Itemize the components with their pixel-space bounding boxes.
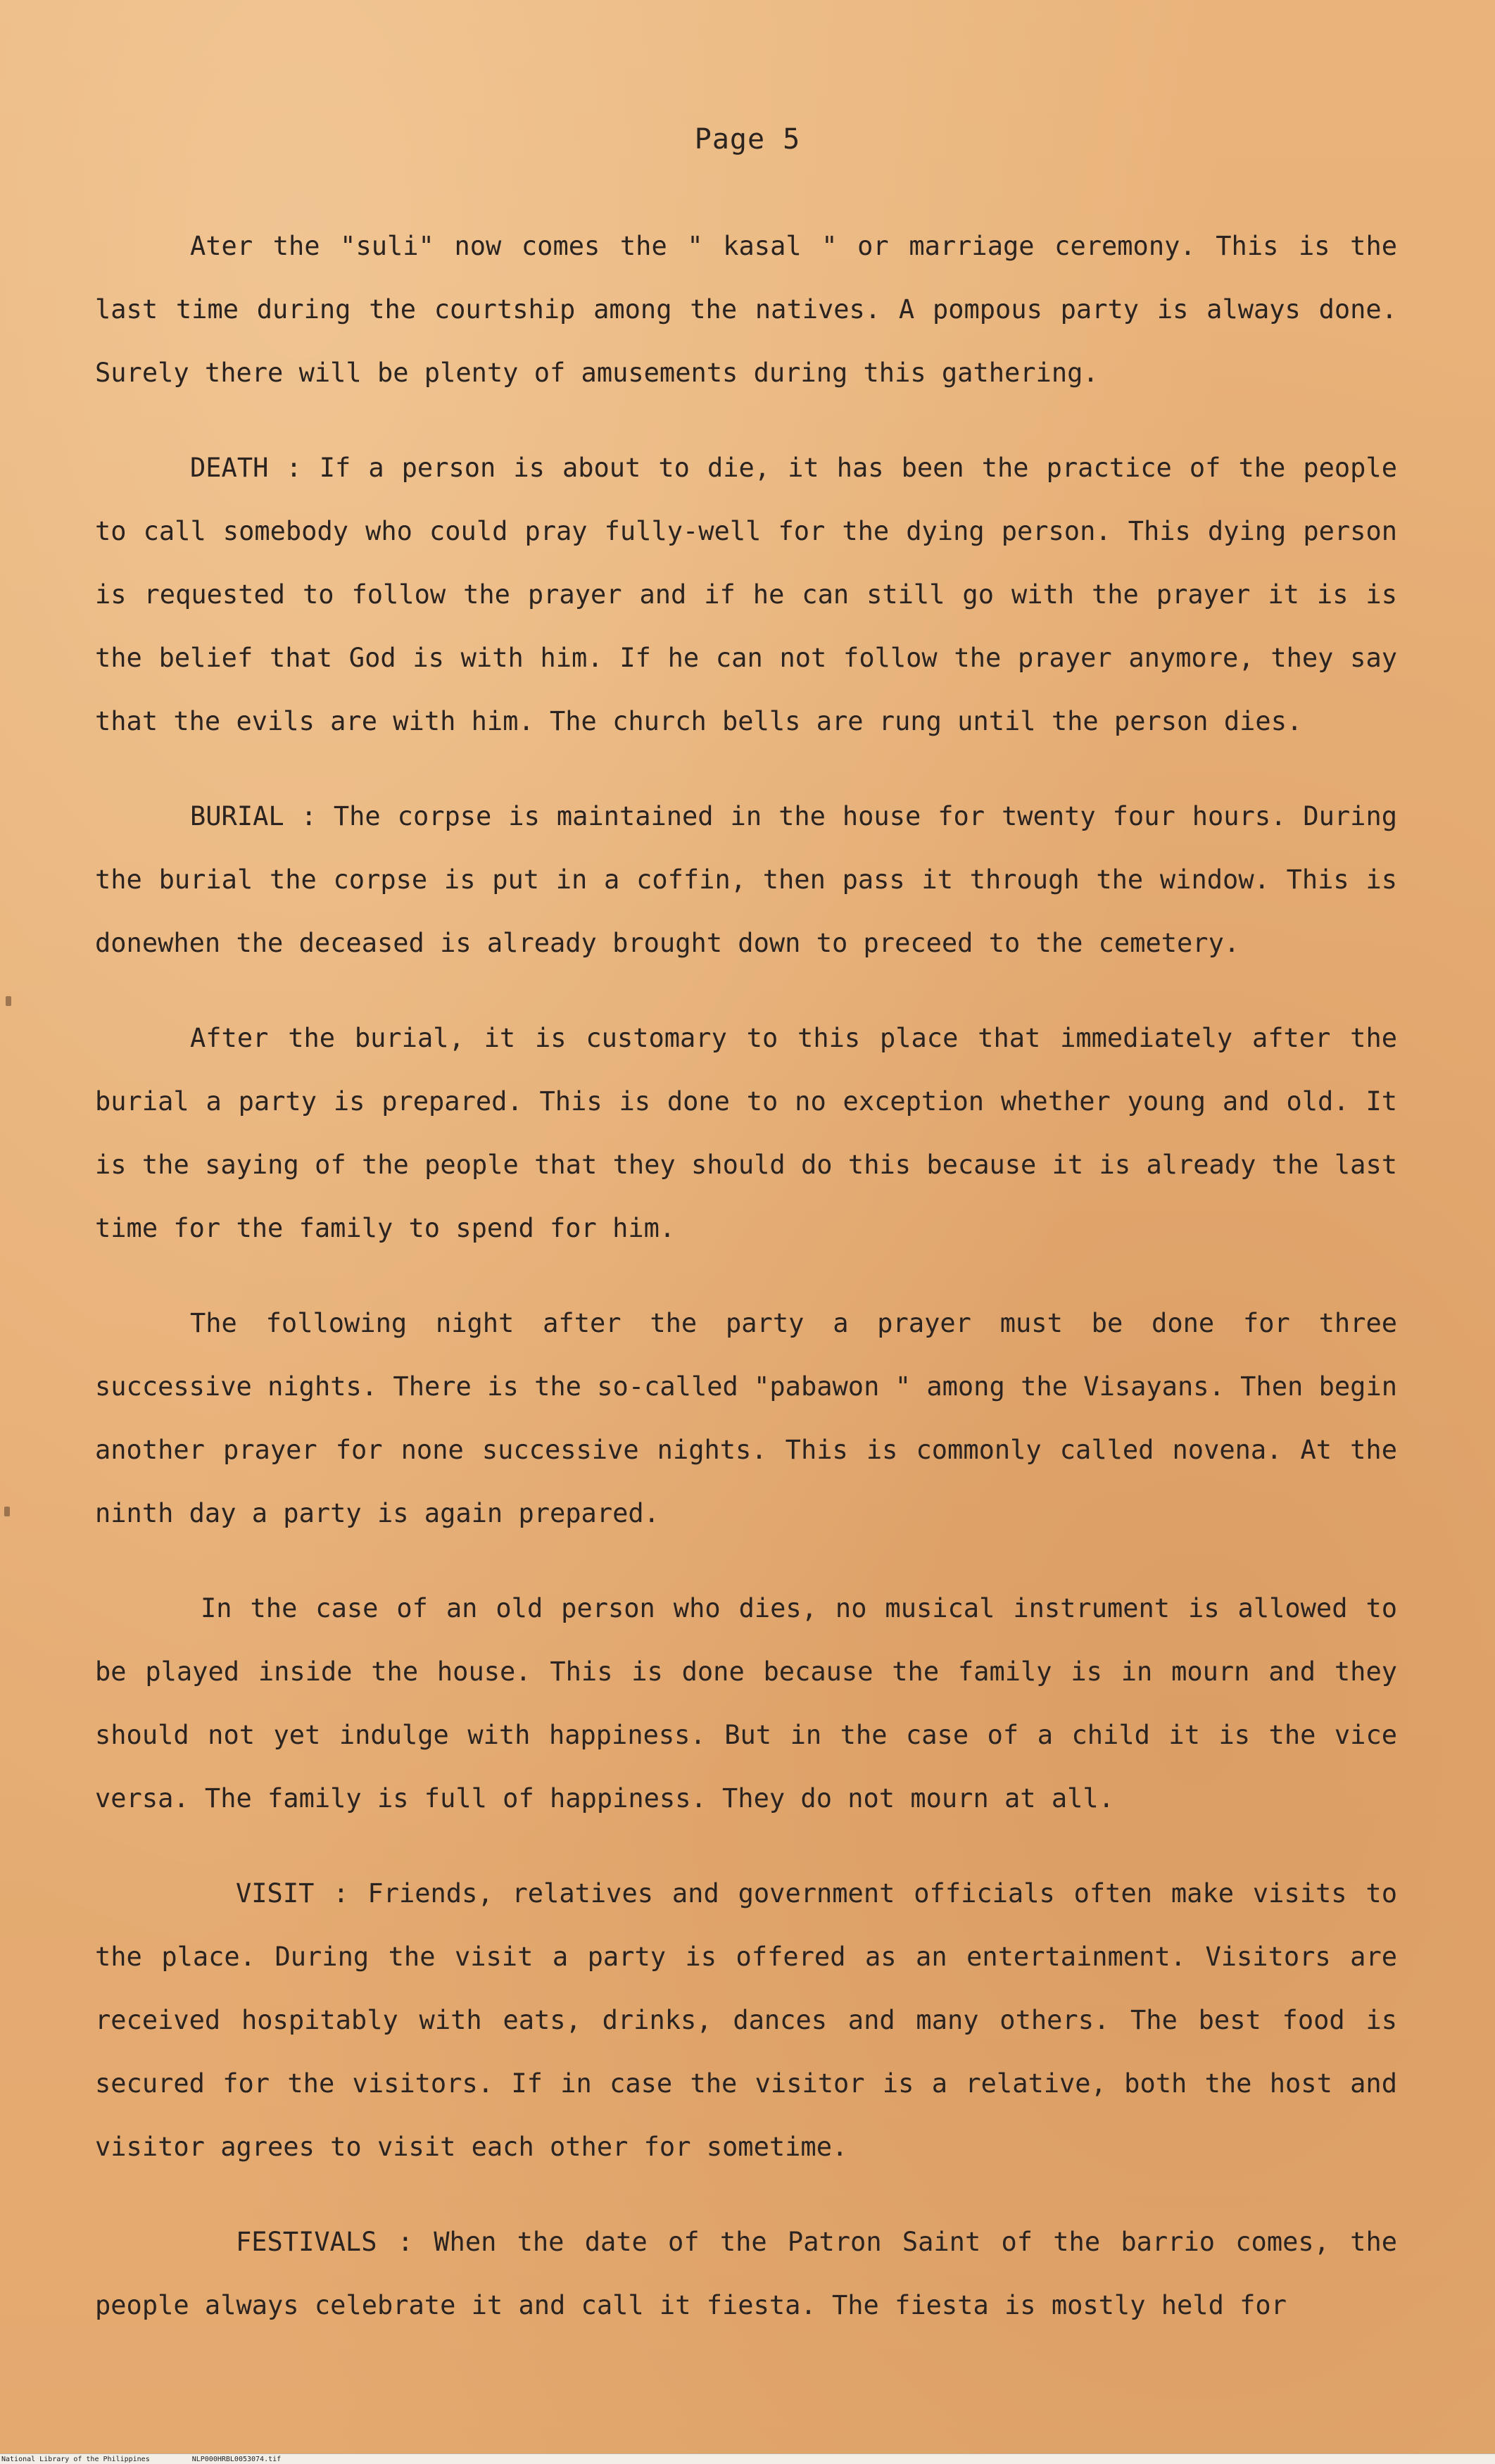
scan-footer — [0, 2453, 1495, 2464]
page-title: Page 5 — [694, 123, 801, 156]
paragraph-death: DEATH : If a person is about to die, it has been the practice of the people to call somebody who could pray fully-well for the dying person. This dying person is requested to follow the prayer and if he can still go with the prayer it is is the belief that God is with him. If he can not follow the prayer anymore, they say that the evils are with him. The church bells are rung until the person dies. — [95, 453, 1397, 736]
paragraph-burial: BURIAL : The corpse is maintained in the house for twenty four hours. During the burial the corpse is put in a coffin, then pass it through the window. This is donewhen the deceased is already brought down to preceed to the cemetery. — [95, 801, 1397, 958]
paragraph-old-person: In the case of an old person who dies, no musical instrument is allowed to be played inside the house. This is done because the family is in mourn and they should not yet indulge with happiness. But in the case of a child it is the vice versa. The family is full of happiness. They do not mourn at all. — [95, 1593, 1397, 1814]
document-body — [95, 215, 1397, 2337]
paragraph-festivals: FESTIVALS : When the date of the Patron Saint of the barrio comes, the people always celebrate it and call it fiesta. The fiesta is mostly held for — [95, 2227, 1397, 2320]
scan-footer-text — [1, 2456, 281, 2463]
edge-mark — [6, 996, 11, 1006]
edge-mark — [4, 1507, 10, 1516]
footer-file: NLP000HRBL0053074.tif — [191, 2456, 282, 2463]
footer-library: National Library of the Philippines — [1, 2456, 150, 2463]
paragraph-after-burial: After the burial, it is customary to this place that immediately after the burial a party is prepared. This is done to no exception whether young and old. It is the saying of the people that they should do this because it is already the last time for the family to spend for him. — [95, 1023, 1397, 1243]
paragraph-kasal: Ater the "suli" now comes the " kasal " or marriage ceremony. This is the last time during the courtship among the natives. A pompous party is always done. Surely there will be plenty of amusements during this gathering. — [95, 231, 1397, 388]
paragraph-visit: VISIT : Friends, relatives and government officials often make visits to the place. During the visit a party is offered as an entertainment. Visitors are received hospitably with eats, drinks, dances and many others. The best food is secured for the visitors. If in case the visitor is a relative, both the host and visitor agrees to visit each other for sometime. — [95, 1878, 1397, 2162]
paragraph-following-night: The following night after the party a prayer must be done for three successive nights. There is the so-called "pabawon " among the Visayans. Then begin another prayer for none successive nights. This is commonly called novena. At the ninth day a party is again prepared. — [95, 1308, 1397, 1528]
